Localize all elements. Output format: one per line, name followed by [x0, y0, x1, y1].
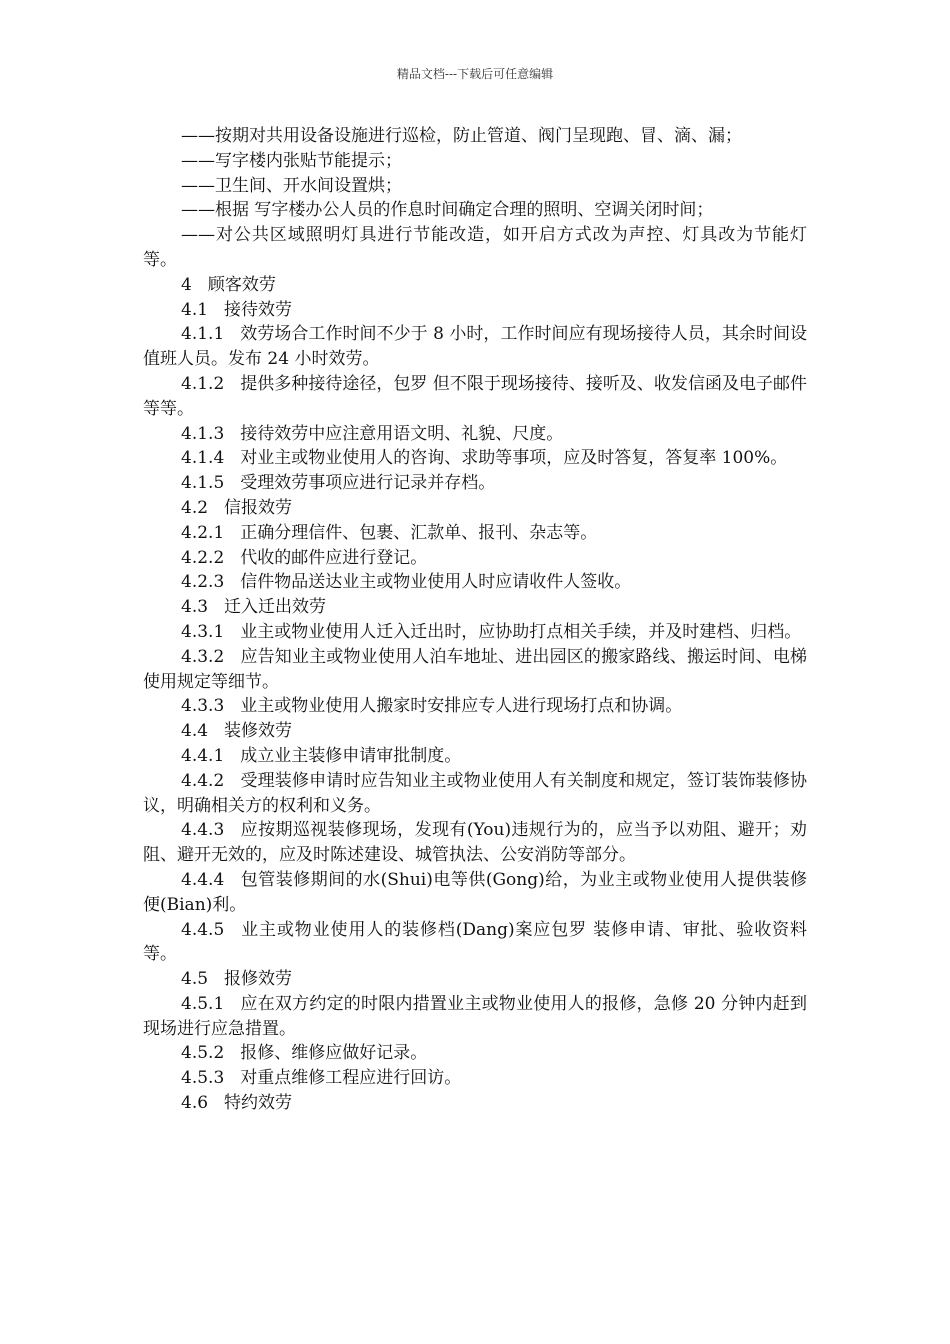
numbered-paragraph: [143, 1041, 807, 1066]
paragraph-text: 装修效劳: [224, 721, 293, 742]
section-number: 4.1.4: [181, 448, 225, 469]
section-number: 4.5.1: [181, 993, 225, 1014]
paragraph-text: 特约效劳: [224, 1093, 293, 1114]
section-number: 4.6: [181, 1093, 209, 1114]
paragraph-text: 应在双方约定的时限内措置业主或物业使用人的报修，急修 20 分钟内赶到现场进行应急措置。: [143, 993, 807, 1039]
numbered-paragraph: [143, 521, 807, 546]
document-body: [143, 124, 807, 1116]
section-number: 4.1.1: [181, 324, 225, 345]
paragraph-text: 接待效劳: [224, 299, 293, 320]
dash-paragraph: [143, 198, 807, 223]
numbered-paragraph: [143, 372, 807, 422]
paragraph-text: 包管装修期间的水(Shui)电等供(Gong)给，为业主或物业使用人提供装修便(Bian)利。: [143, 869, 807, 915]
paragraph-text: 应告知业主或物业使用人泊车地址、进出园区的搬家路线、搬运时间、电梯使用规定等细节。: [143, 646, 807, 692]
section-number: 4.4: [181, 721, 209, 742]
numbered-paragraph: [143, 645, 807, 695]
section-number: 4.4.3: [181, 820, 225, 841]
paragraph-text: 代收的邮件应进行登记。: [240, 547, 428, 568]
paragraph-text: ——写字楼内张贴节能提示；: [181, 150, 402, 171]
paragraph-text: ——根据 写字楼办公人员的作息时间确定合理的照明、空调关闭时间；: [181, 200, 714, 221]
numbered-paragraph: [143, 992, 807, 1042]
paragraph-text: 受理效劳事项应进行记录并存档。: [240, 473, 496, 494]
dash-paragraph: [143, 149, 807, 174]
paragraph-text: 对重点维修工程应进行回访。: [240, 1068, 462, 1089]
paragraph-text: 提供多种接待途径，包罗 但不限于现场接待、接听及、收发信函及电子邮件等等。: [143, 373, 807, 419]
paragraph-text: 业主或物业使用人搬家时安排应专人进行现场打点和协调。: [240, 696, 683, 717]
section-number: 4.5.2: [181, 1043, 225, 1064]
section-number: 4.4.1: [181, 745, 225, 766]
dash-paragraph: [143, 124, 807, 149]
paragraph-text: 对业主或物业使用人的咨询、求助等事项，应及时答复，答复率 100%。: [240, 448, 788, 469]
section-number: 4.3: [181, 597, 209, 618]
paragraph-text: ——卫生间、开水间设置烘；: [181, 175, 402, 196]
paragraph-text: 正确分理信件、包裹、汇款单、报刊、杂志等。: [240, 522, 598, 543]
section-number: 4.5: [181, 969, 209, 990]
section-number: 4.1.3: [181, 423, 225, 444]
section-number: 4.2.2: [181, 547, 225, 568]
numbered-paragraph: [143, 570, 807, 595]
section-number: 4.1: [181, 299, 209, 320]
section-number: 4.4.2: [181, 770, 225, 791]
paragraph-text: 顾客效劳: [207, 274, 276, 295]
numbered-paragraph: [143, 769, 807, 819]
paragraph-text: 信件物品送达业主或物业使用人时应请收件人签收。: [240, 572, 632, 593]
paragraph-text: 迁入迁出效劳: [224, 597, 327, 618]
section-number: 4.2.3: [181, 572, 225, 593]
section-number: 4.1.2: [181, 373, 225, 394]
numbered-paragraph: [143, 322, 807, 372]
numbered-paragraph: [143, 967, 807, 992]
section-number: 4.3.2: [181, 646, 225, 667]
numbered-paragraph: [143, 595, 807, 620]
numbered-paragraph: [143, 694, 807, 719]
numbered-paragraph: [143, 868, 807, 918]
numbered-paragraph: [143, 918, 807, 968]
section-number: 4.5.3: [181, 1068, 225, 1089]
paragraph-text: ——对公共区域照明灯具进行节能改造，如开启方式改为声控、灯具改为节能灯等。: [143, 225, 807, 270]
numbered-paragraph: [143, 471, 807, 496]
section-number: 4: [181, 274, 192, 295]
paragraph-text: 成立业主装修申请审批制度。: [240, 745, 462, 766]
numbered-paragraph: [143, 1091, 807, 1116]
paragraph-text: ——按期对共用设备设施进行巡检，防止管道、阀门呈现跑、冒、滴、漏；: [181, 126, 742, 146]
paragraph-text: 报修、维修应做好记录。: [240, 1043, 428, 1064]
dash-paragraph: [143, 223, 807, 273]
section-number: 4.1.5: [181, 473, 225, 494]
numbered-paragraph: [143, 446, 807, 471]
section-number: 4.3.3: [181, 696, 225, 717]
numbered-paragraph: [143, 744, 807, 769]
numbered-paragraph: [143, 1066, 807, 1091]
paragraph-text: 业主或物业使用人的装修档(Dang)案应包罗 装修申请、审批、验收资料等。: [143, 919, 807, 965]
section-number: 4.3.1: [181, 621, 225, 642]
paragraph-text: 信报效劳: [224, 497, 293, 518]
numbered-paragraph: [143, 719, 807, 744]
dash-paragraph: [143, 174, 807, 199]
numbered-paragraph: [143, 422, 807, 447]
section-number: 4.4.5: [181, 919, 225, 940]
numbered-paragraph: [143, 298, 807, 323]
numbered-paragraph: [143, 818, 807, 868]
paragraph-text: 报修效劳: [224, 969, 293, 990]
paragraph-text: 业主或物业使用人迁入迁出时，应协助打点相关手续，并及时建档、归档。: [240, 621, 802, 642]
paragraph-text: 效劳场合工作时间不少于 8 小时，工作时间应有现场接待人员，其余时间设值班人员。发布 24 小时效劳。: [143, 324, 807, 370]
section-number: 4.2: [181, 497, 209, 518]
paragraph-text: 受理装修申请时应告知业主或物业使用人有关制度和规定，签订装饰装修协议，明确相关方的权利和义务。: [143, 770, 807, 816]
numbered-paragraph: [143, 620, 807, 645]
section-number: 4.2.1: [181, 522, 225, 543]
page-header: 精品文档---下载后可任意编辑: [396, 67, 554, 81]
section-number: 4.4.4: [181, 869, 225, 890]
numbered-paragraph: [143, 496, 807, 521]
paragraph-text: 应按期巡视装修现场，发现有(You)违规行为的，应当予以劝阻、避开；劝阻、避开无效的，应及时陈述建设、城管执法、公安消防等部分。: [143, 820, 807, 866]
numbered-paragraph: [143, 546, 807, 571]
numbered-paragraph: [143, 273, 807, 298]
paragraph-text: 接待效劳中应注意用语文明、礼貌、尺度。: [240, 423, 564, 444]
